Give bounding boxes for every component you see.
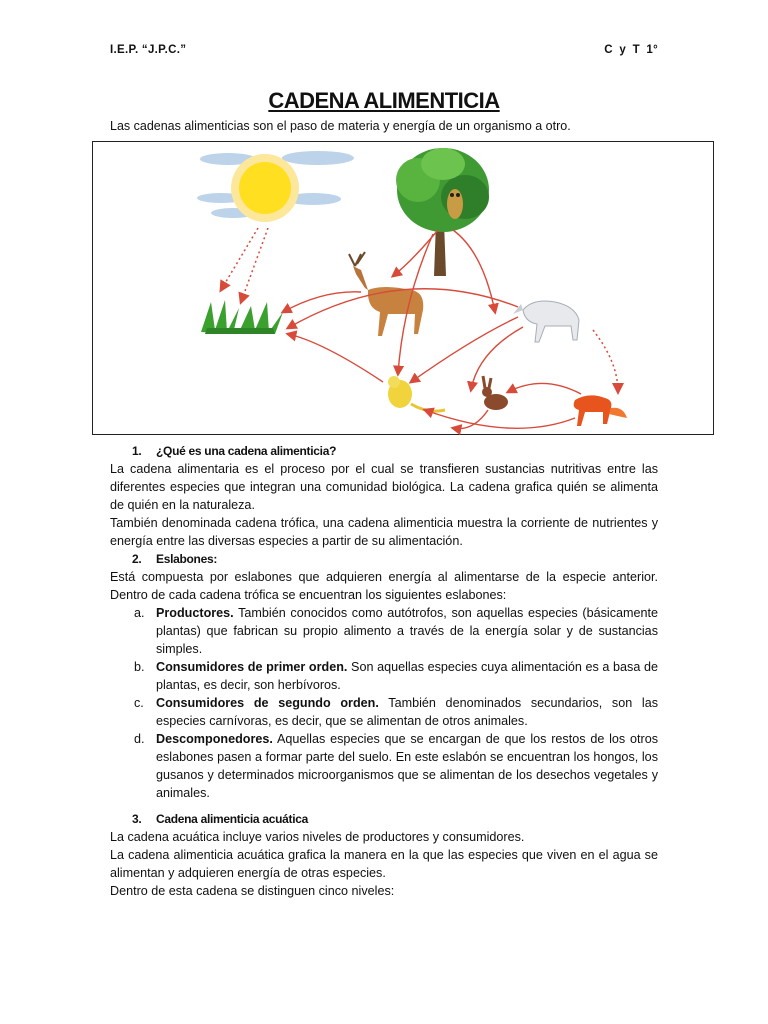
food-chain-figure (92, 141, 714, 435)
paragraph: Está compuesta por eslabones que adquieren energía al alimentarse de la especie anterior. Dentro de cada cadena trófica se encuentran los siguientes eslabones: (110, 570, 658, 602)
rabbit-icon (482, 376, 508, 410)
wolf-fox-arrow (593, 330, 618, 392)
list-item: d. Descomponedores. Aquellas especies que se encargan de que los restos de los otros eslabones pasen a formar parte del suelo. En este eslabón se encuentran los hongos, los gusanos y determinados microorganismos que se alimentan de los desechos vegetales y animales. (134, 732, 658, 800)
chain-arrow (411, 317, 518, 382)
section-heading: 1. ¿Qué es una cadena alimenticia? (132, 444, 337, 458)
sun-icon (231, 154, 299, 222)
intro-text: Las cadenas alimenticias son el paso de materia y energía de un organismo a otro. (110, 119, 571, 133)
food-chain-diagram (93, 142, 715, 436)
paragraph: Dentro de esta cadena se distinguen cinco niveles: (110, 884, 395, 898)
section-heading: 3. Cadena alimenticia acuática (132, 812, 308, 826)
sun-energy-arrow (221, 228, 258, 290)
page-title: CADENA ALIMENTICIA (268, 88, 500, 113)
list-item: a. Productores. También conocidos como autótrofos, son aquellas especies (básicamente plantas) que fabrican su propio alimento a través de la energía solar y de sustancias simples. (134, 606, 658, 656)
paragraph: La cadena alimenticia acuática grafica la manera en la que las especies que viven en el agua se alimentan y adquieren energía de otras especies. (110, 848, 658, 880)
chain-arrow (508, 383, 581, 394)
list-item: b. Consumidores de primer orden. Son aquellas especies cuya alimentación es a basa de plantas, es decir, son herbívoros. (134, 660, 658, 692)
eslabones-list (110, 604, 658, 802)
owl-icon (447, 189, 463, 219)
plants-icon (201, 300, 283, 334)
chain-arrow (453, 230, 495, 312)
fox-icon (574, 395, 627, 426)
list-item: c. Consumidores de segundo orden. También denominados secundarios, son las especies carnívoras, es decir, que se alimentan de otros animales. (134, 696, 658, 728)
chain-arrow (471, 327, 523, 390)
paragraph: La cadena acuática incluye varios niveles de productores y consumidores. (110, 830, 525, 844)
mouse-icon (388, 376, 445, 411)
document-body (110, 442, 658, 900)
chain-arrow (283, 292, 361, 312)
chain-arrow (288, 334, 383, 382)
chain-arrow (425, 410, 575, 428)
section-heading: 2. Eslabones: (132, 552, 218, 566)
paragraph: También denominada cadena trófica, una cadena alimenticia muestra la corriente de nutrientes y energía entre las diversas especies a partir de su alimentación. (110, 516, 658, 548)
paragraph: La cadena alimentaria es el proceso por el cual se transfieren sustancias nutritivas entre las diferentes especies que integran una comunidad biológica. La cadena grafica quién se alimenta de quién en la naturaleza. (110, 462, 658, 512)
sun-energy-arrow (241, 228, 268, 302)
tree-icon (396, 148, 489, 276)
school-name: I.E.P. “J.P.C.” (110, 44, 187, 56)
course-label: C y T 1° (604, 44, 658, 56)
wolf-icon (513, 301, 579, 342)
